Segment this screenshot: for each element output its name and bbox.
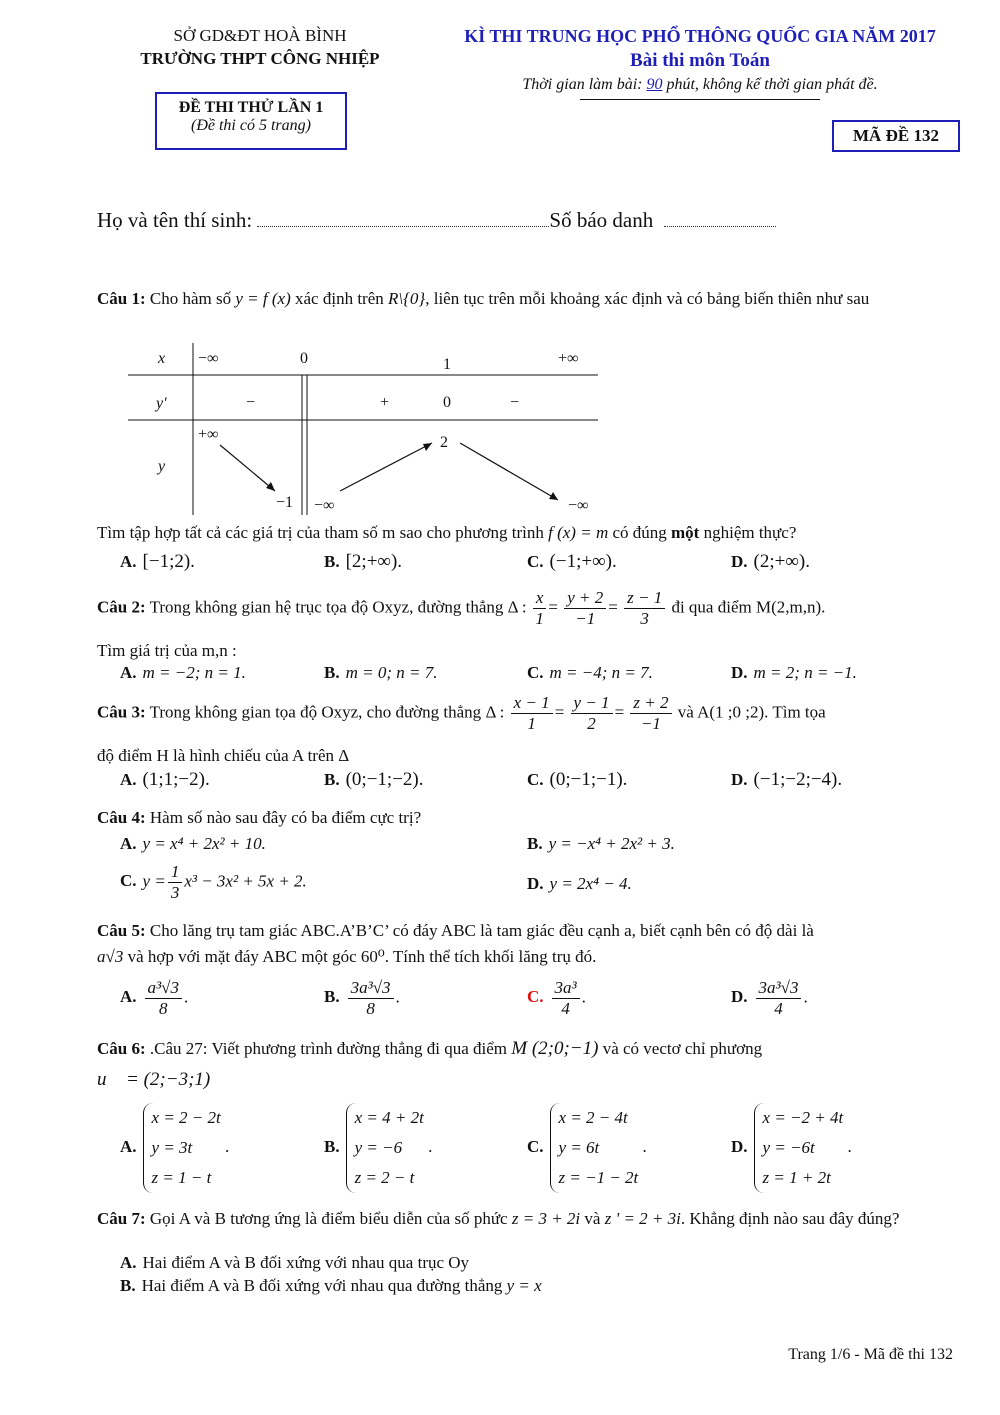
option-text: y = xyxy=(142,871,166,891)
option-letter: D. xyxy=(731,552,748,571)
q7-z1: z = 3 + 2i xyxy=(511,1209,581,1228)
q3-text: Trong không gian tọa độ Oxyz, cho đường thẳng xyxy=(149,702,482,722)
sys-line: z = 1 − t xyxy=(151,1168,212,1187)
trial-box xyxy=(155,92,347,150)
q1-ask-c: nghiệm thực? xyxy=(703,523,797,542)
option-letter: C. xyxy=(527,552,544,571)
vt-x-val: +∞ xyxy=(558,350,579,367)
q1-ask-b: có đúng xyxy=(612,523,667,542)
option-letter: D. xyxy=(527,874,544,893)
frac-num: 1 xyxy=(168,862,183,883)
q1-text-a: Cho hàm số xyxy=(149,289,232,308)
vt-y-label: y xyxy=(158,458,166,475)
q4-frac xyxy=(168,862,183,903)
option-text: [2;+∞). xyxy=(345,551,403,572)
frac-num: y + 2 xyxy=(564,588,606,609)
option-text: (−1;−2;−4). xyxy=(753,769,843,790)
q3-option-a[interactable] xyxy=(120,769,210,791)
q7-z2: z ' = 2 + 3i xyxy=(604,1209,681,1228)
q1-option-a[interactable] xyxy=(120,551,195,573)
q2-text: Trong không gian hệ trục tọa độ Oxyz, đường thẳng xyxy=(149,597,504,617)
q3-option-d[interactable] xyxy=(731,769,842,791)
q2-option-c[interactable] xyxy=(527,663,653,683)
q3-text-b: và A(1 ;0 ;2). Tìm tọa xyxy=(677,702,826,722)
department-name: SỞ GD&ĐT HOÀ BÌNH xyxy=(173,26,347,45)
option-letter: C. xyxy=(527,770,544,789)
frac-num: a³√3 xyxy=(145,978,182,999)
option-expr: y = x xyxy=(506,1276,542,1295)
option-letter: B. xyxy=(324,1136,340,1156)
q4-option-d[interactable] xyxy=(527,874,632,894)
subject-title: Bài thi môn Toán xyxy=(630,50,770,71)
frac-num: z + 2 xyxy=(630,693,671,714)
option-letter: B. xyxy=(527,834,543,853)
option-text: (0;−1;−1). xyxy=(549,769,628,790)
q3-frac xyxy=(630,693,671,734)
q2-option-d[interactable] xyxy=(731,663,857,683)
option-text: m = −4; n = 7. xyxy=(549,663,653,682)
variation-table xyxy=(128,343,598,515)
q1-eq: f (x) = m xyxy=(548,523,609,542)
frac-den: 3 xyxy=(170,883,180,902)
option-text: (2;+∞). xyxy=(753,551,810,572)
q5-option-c[interactable]: C. $\frac{\text{3a³}}{4}$ . xyxy=(527,978,586,1018)
q3-option-c[interactable] xyxy=(527,769,627,791)
frac-num: 3a³ xyxy=(552,978,580,999)
frac-num: 3a³√3 xyxy=(348,978,394,999)
vt-y-val: −∞ xyxy=(314,497,335,514)
q6-text: .Câu 27: Viết phương trình đường thẳng đi qua điểm xyxy=(149,1039,507,1058)
option-letter: A. xyxy=(120,552,137,571)
sys-line: y = −6 xyxy=(354,1138,403,1157)
q7-option-b[interactable] xyxy=(120,1276,542,1296)
q2-label: Câu 2: xyxy=(97,597,146,617)
vt-x-val: −∞ xyxy=(198,350,219,367)
frac-den: 4 xyxy=(774,999,783,1018)
q6-text-b: và có vectơ chỉ phương xyxy=(602,1039,763,1058)
q5-text: Cho lăng trụ tam giác ABC.A’B’C’ có đáy ABC là tam giác đều cạnh a, biết cạnh bên có độ dài là xyxy=(149,921,814,940)
frac-den: 3 xyxy=(640,609,649,628)
option-text: Hai điểm A và B đối xứng với nhau qua trục Oy xyxy=(142,1253,470,1272)
option-letter: B. xyxy=(324,770,340,789)
q7-option-a[interactable] xyxy=(120,1253,469,1273)
frac-num: y − 1 xyxy=(571,693,613,714)
q5-option-b[interactable]: B. $\frac{\text{3a³√3}}{8}$ . xyxy=(324,978,400,1018)
vt-y-val: +∞ xyxy=(198,426,219,443)
school-name: TRƯỜNG THPT CÔNG NHIỆP xyxy=(140,49,380,68)
q6-point: M (2;0;−1) xyxy=(511,1038,599,1059)
q3-frac xyxy=(571,693,613,734)
frac-num: x − 1 xyxy=(511,693,553,714)
q2-text-b: đi qua điểm M(2,m,n). xyxy=(671,597,826,617)
option-text: m = 0; n = 7. xyxy=(345,663,438,682)
q1-option-d[interactable] xyxy=(731,551,810,573)
q1-domain: R\{0} xyxy=(388,289,426,308)
frac-den: 1 xyxy=(535,609,544,628)
q2-frac xyxy=(533,588,547,629)
q4-label: Câu 4: xyxy=(97,808,146,827)
option-letter: D. xyxy=(731,770,748,789)
q6-option-a[interactable]: A.x = 2 − 2t y = 3t z = 1 − t . xyxy=(120,1103,229,1193)
option-letter: A. xyxy=(120,1136,137,1156)
pages-note: (Đề thi có 5 trang) xyxy=(191,117,311,134)
q4-text: Hàm số nào sau đây có ba điểm cực trị? xyxy=(149,808,422,827)
option-text: y = −x⁴ + 2x² + 3. xyxy=(548,834,675,853)
option-text: (0;−1;−2). xyxy=(345,769,424,790)
sbd-label: Số báo danh xyxy=(549,208,654,232)
question-1 xyxy=(97,286,953,312)
question-4 xyxy=(97,805,953,831)
q1-text-b: xác định trên xyxy=(295,289,384,308)
frac-num: z − 1 xyxy=(624,588,665,609)
header-rule xyxy=(580,99,820,100)
vt-yp-val: 0 xyxy=(443,394,451,411)
candidate-line xyxy=(97,208,776,233)
q1-label: Câu 1: xyxy=(97,289,146,308)
option-letter: A. xyxy=(120,770,137,789)
frac-den: 4 xyxy=(561,999,570,1018)
question-6 xyxy=(97,1036,953,1098)
q6-label: Câu 6: xyxy=(97,1039,146,1058)
q1-option-c[interactable] xyxy=(527,551,617,573)
frac-den: 2 xyxy=(587,714,596,733)
q4-option-b[interactable] xyxy=(527,834,675,854)
option-letter: B. xyxy=(324,663,340,682)
q1-ask-a: Tìm tập hợp tất cả các giá trị của tham số m sao cho phương trình xyxy=(97,523,544,542)
vt-y-val: −∞ xyxy=(568,497,589,514)
name-label: Họ và tên thí sinh: xyxy=(97,208,253,232)
time-suffix: phút, không kể thời gian phát đề. xyxy=(662,76,878,93)
option-letter: D. xyxy=(731,663,748,682)
option-letter: D. xyxy=(731,1136,748,1156)
option-letter: C. xyxy=(120,871,137,891)
sys-line: x = 2 − 2t xyxy=(151,1108,221,1127)
frac-den: 8 xyxy=(366,999,375,1018)
sys-line: x = 4 + 2t xyxy=(354,1108,424,1127)
vt-x-val: 0 xyxy=(300,350,308,367)
q2-frac xyxy=(564,588,606,629)
frac-den: 8 xyxy=(159,999,168,1018)
sys-line: z = 1 + 2t xyxy=(762,1168,831,1187)
q4-option-c[interactable] xyxy=(120,862,307,903)
option-letter: C. xyxy=(527,987,544,1007)
option-letter: A. xyxy=(120,987,137,1007)
sys-line: z = −1 − 2t xyxy=(558,1168,639,1187)
option-letter: B. xyxy=(324,552,340,571)
option-text: (1;1;−2). xyxy=(142,769,210,790)
option-text: m = −2; n = 1. xyxy=(142,663,246,682)
option-letter: C. xyxy=(527,1136,544,1156)
q6-option-d[interactable]: D.x = −2 + 4t y = −6t z = 1 + 2t . xyxy=(731,1103,852,1193)
option-letter: A. xyxy=(120,834,137,853)
vt-yp-val: + xyxy=(380,394,390,411)
option-letter: B. xyxy=(120,1276,136,1295)
frac-den: 1 xyxy=(527,714,536,733)
page-footer: Trang 1/6 - Mã đề thi 132 xyxy=(788,1346,953,1363)
q5-expr: a√3 xyxy=(97,947,124,966)
name-field[interactable] xyxy=(257,226,549,227)
vt-yp-val: − xyxy=(510,394,520,411)
time-note xyxy=(440,76,960,94)
option-text: Hai điểm A và B đối xứng với nhau qua đường thẳng xyxy=(141,1276,503,1295)
sys-line: z = 2 − t xyxy=(354,1168,415,1187)
option-letter: A. xyxy=(120,1253,137,1272)
question-5 xyxy=(97,918,953,970)
frac-num: x xyxy=(533,588,547,609)
vt-x-val: 1 xyxy=(443,356,451,373)
q6-option-c[interactable]: C.x = 2 − 4t y = 6t z = −1 − 2t . xyxy=(527,1103,647,1193)
sys-line: y = −6t xyxy=(762,1138,815,1157)
question-3: Câu 3: Trong không gian tọa độ Oxyz, cho đường thẳng Δ : $\frac{x - 1}{1}$ = $\frac{y - 1}{2}$ = $\frac{z + 2}{-1}$ và A(1 ;0 ;2). Tìm tọa xyxy=(97,693,826,733)
option-letter: B. xyxy=(324,987,340,1007)
time-minutes: 90 xyxy=(646,76,663,93)
q4-option-a[interactable] xyxy=(120,834,266,854)
question-2: Câu 2: Trong không gian hệ trục tọa độ Oxyz, đường thẳng Δ : $\frac{x}{1}$ = $\frac{y + 2}{-1}$ = $\frac{z - 1}{3}$ đi qua điểm M(2,m,n). xyxy=(97,588,826,628)
vt-y-val: 2 xyxy=(440,434,448,451)
q7-text: Gọi A và B tương ứng là điểm biểu diễn của số phức xyxy=(149,1209,508,1228)
sys-line: y = 6t xyxy=(558,1138,600,1157)
q1-ask-bold: một xyxy=(671,523,700,542)
frac-den: −1 xyxy=(640,714,661,733)
q2-delta: Δ : xyxy=(507,597,527,617)
sys-line: x = 2 − 4t xyxy=(558,1108,628,1127)
q5-text-b: và hợp với mặt đáy ABC một góc 60⁰. Tính thể tích khối lăng trụ đó. xyxy=(123,947,597,966)
q7-label: Câu 7: xyxy=(97,1209,146,1228)
option-text: m = 2; n = −1. xyxy=(753,663,857,682)
q3-label: Câu 3: xyxy=(97,702,146,722)
option-text: [−1;2). xyxy=(142,551,195,572)
q3-option-b[interactable] xyxy=(324,769,424,791)
vt-x-label: x xyxy=(158,350,166,367)
exam-title: KÌ THI TRUNG HỌC PHỔ THÔNG QUỐC GIA NĂM 2017 xyxy=(464,26,936,46)
frac-num: 3a³√3 xyxy=(756,978,802,999)
q5-option-d[interactable]: D. $\frac{\text{3a³√3}}{4}$ . xyxy=(731,978,808,1018)
sys-line: y = 3t xyxy=(151,1138,193,1157)
q7-and: và xyxy=(584,1209,601,1228)
q2-option-a[interactable] xyxy=(120,663,246,683)
q2-frac xyxy=(624,588,665,629)
frac-den: −1 xyxy=(575,609,596,628)
time-prefix: Thời gian làm bài: xyxy=(522,76,647,93)
question-7 xyxy=(97,1207,953,1230)
option-letter: D. xyxy=(731,987,748,1007)
q6-option-b[interactable]: B.x = 4 + 2t y = −6 z = 2 − t . xyxy=(324,1103,432,1193)
q7-text-b: . Khẳng định nào sau đây đúng? xyxy=(680,1209,900,1228)
trial-label: ĐỀ THI THỬ LẦN 1 xyxy=(178,99,324,116)
option-text: (−1;+∞). xyxy=(549,551,617,572)
sys-line: x = −2 + 4t xyxy=(762,1108,844,1127)
exam-code: MÃ ĐỀ 132 xyxy=(832,120,960,152)
q3-delta: Δ : xyxy=(485,702,505,722)
option-letter: A. xyxy=(120,663,137,682)
q1-question xyxy=(97,520,953,546)
q5-option-a[interactable]: A. $\frac{\text{a³√3}}{8}$ . xyxy=(120,978,189,1018)
q6-vector: u⃗ = (2;−3;1) xyxy=(97,1069,211,1090)
q1-text-c: , liên tục trên mỗi khoảng xác định và có bảng biến thiên như sau xyxy=(425,289,870,308)
q1-fn: y = f (x) xyxy=(235,289,291,308)
q1-option-b[interactable] xyxy=(324,551,402,573)
q2-ask: Tìm giá trị của m,n : xyxy=(97,641,237,660)
q3-frac xyxy=(511,693,553,734)
vt-y-val: −1 xyxy=(276,494,294,511)
q3-text-c: độ điểm H là hình chiếu của A trên Δ xyxy=(97,746,350,765)
option-text: y = x⁴ + 2x² + 10. xyxy=(142,834,266,853)
option-text: y = 2x⁴ − 4. xyxy=(549,874,632,893)
option-text: x³ − 3x² + 5x + 2. xyxy=(184,871,307,891)
q5-label: Câu 5: xyxy=(97,921,146,940)
option-letter: C. xyxy=(527,663,544,682)
vt-yp-label: y′ xyxy=(156,395,167,412)
vt-yp-val: − xyxy=(246,394,256,411)
q2-option-b[interactable] xyxy=(324,663,437,683)
sbd-field[interactable] xyxy=(664,226,776,227)
